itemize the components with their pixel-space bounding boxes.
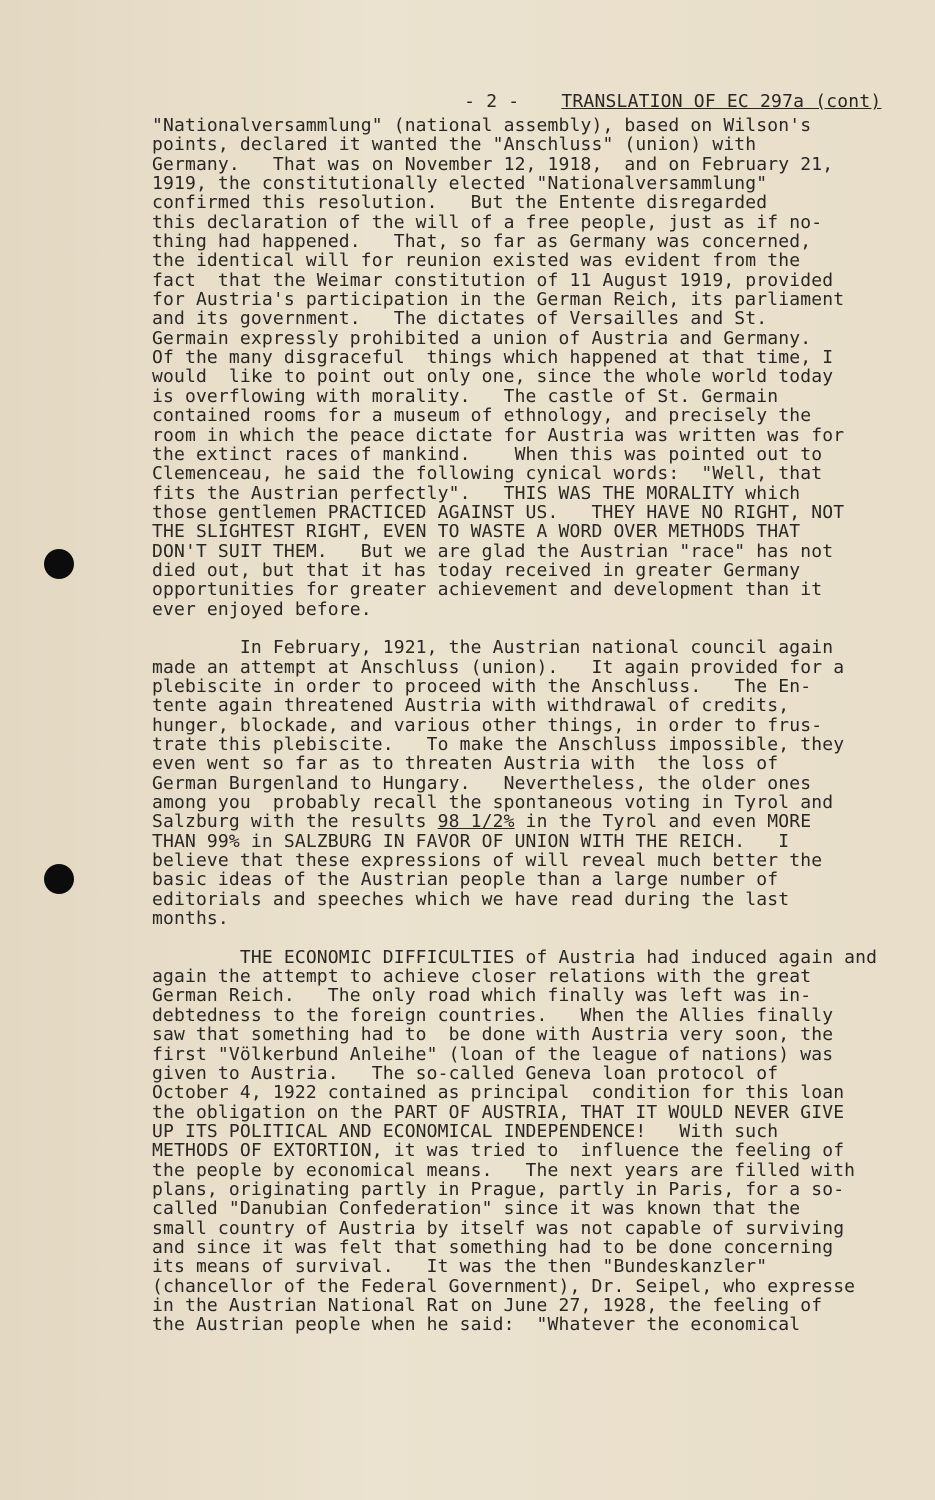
text-line: fits the Austrian perfectly". THIS WAS THE MORALITY which	[152, 482, 801, 504]
text-line: THE SLIGHTEST RIGHT, EVEN TO WASTE A WORD OVER METHODS THAT	[152, 521, 801, 543]
text-line: among you probably recall the spontaneous voting in Tyrol and	[152, 792, 834, 814]
punch-hole	[44, 549, 74, 579]
text-line: Salzburg with the results 98 1/2% in the Tyrol and even MORE	[152, 811, 812, 833]
text-line: DON'T SUIT THEM. But we are glad the Austrian "race" has not	[152, 540, 834, 562]
text-line: the extinct races of mankind. When this was pointed out to	[152, 443, 823, 465]
text-line: thing had happened. That, so far as Germany was concerned,	[152, 231, 812, 253]
text-line: German Reich. The only road which finally was left was in-	[152, 985, 812, 1007]
punch-hole	[44, 864, 74, 894]
text-line: basic ideas of the Austrian people than a large number of	[152, 869, 779, 891]
text-line: died out, but that it has today received in greater Germany	[152, 559, 801, 581]
text-line: contained rooms for a museum of ethnology, and precisely the	[152, 405, 812, 427]
text-line: its means of survival. It was the then "Bundeskanzler"	[152, 1256, 768, 1278]
text-line: the Austrian people when he said: "Whatever the economical	[152, 1314, 801, 1336]
text-line: tente again threatened Austria with withdrawal of credits,	[152, 695, 790, 717]
text-line: Germain expressly prohibited a union of Austria and Germany.	[152, 327, 812, 349]
text-line: and since it was felt that something had to be done concerning	[152, 1236, 834, 1258]
text-line: small country of Austria by itself was not capable of surviving	[152, 1217, 845, 1239]
text-line: editorials and speeches which we have read during the last	[152, 888, 790, 910]
text-line: debtedness to the foreign countries. When the Allies finally	[152, 1004, 834, 1026]
text-line: plans, originating partly in Prague, partly in Paris, for a so-	[152, 1178, 845, 1200]
text-line: room in which the peace dictate for Austria was written was for	[152, 424, 845, 446]
text-line: In February, 1921, the Austrian national council again	[152, 637, 834, 659]
text-line: and its government. The dictates of Versailles and St.	[152, 308, 768, 330]
text-line: Of the many disgraceful things which happened at that time, I	[152, 347, 834, 369]
text-line: "Nationalversammlung" (national assembly), based on Wilson's	[152, 115, 812, 136]
text-line: points, declared it wanted the "Anschluss" (union) with	[152, 134, 757, 156]
paragraph	[152, 948, 892, 1335]
text-line: for Austria's participation in the German Reich, its parliament	[152, 289, 845, 311]
text-line: trate this plebiscite. To make the Anschluss impossible, they	[152, 734, 845, 755]
text-line: plebiscite in order to proceed with the Anschluss. The En-	[152, 675, 812, 697]
text-line: the people by economical means. The next years are filled with	[152, 1159, 856, 1181]
text-line: confirmed this resolution. But the Entente disregarded	[152, 192, 768, 214]
text-line: months.	[152, 908, 229, 930]
text-line: THAN 99% in SALZBURG IN FAVOR OF UNION WITH THE REICH. I	[152, 830, 790, 852]
text-line: saw that something had to be done with Austria very soon, the	[152, 1024, 834, 1046]
text-line: made an attempt at Anschluss (union). It again provided for a	[152, 656, 845, 678]
text-line: the identical will for reunion existed was evident from the	[152, 250, 801, 272]
body-text	[152, 116, 892, 1335]
paragraph	[152, 638, 892, 928]
text-line: believe that these expressions of will reveal much better the	[152, 850, 823, 872]
text-line: UP ITS POLITICAL AND ECONOMICAL INDEPENDENCE! With such	[152, 1120, 779, 1142]
text-line: would like to point out only one, since the whole world today	[152, 366, 834, 388]
text-line: even went so far as to threaten Austria with the loss of	[152, 753, 779, 775]
text-line: this declaration of the will of a free people, just as if no-	[152, 211, 823, 233]
text-line: (chancellor of the Federal Government), Dr. Seipel, who expresse	[152, 1275, 856, 1297]
text-line: 1919, the constitutionally elected "Nationalversammlung"	[152, 173, 768, 195]
text-line: those gentlemen PRACTICED AGAINST US. THEY HAVE NO RIGHT, NOT	[152, 501, 845, 523]
text-line: opportunities for greater achievement and development than it	[152, 579, 823, 601]
text-line: Germany. That was on November 12, 1918, and on February 21,	[152, 153, 834, 175]
text-line: German Burgenland to Hungary. Nevertheless, the older ones	[152, 772, 812, 794]
text-line: the obligation on the PART OF AUSTRIA, THAT IT WOULD NEVER GIVE	[152, 1101, 845, 1123]
text-line: again the attempt to achieve closer relations with the great	[152, 966, 812, 988]
text-line: fact that the Weimar constitution of 11 August 1919, provided	[152, 269, 834, 291]
text-line: is overflowing with morality. The castle of St. Germain	[152, 385, 779, 407]
text-line: first "Völkerbund Anleihe" (loan of the league of nations) was	[152, 1043, 834, 1065]
text-line: THE ECONOMIC DIFFICULTIES of Austria had induced again and	[152, 946, 878, 968]
text-line: ever enjoyed before.	[152, 598, 372, 620]
document-title: TRANSLATION OF EC 297a (cont)	[561, 91, 882, 112]
text-line: called "Danubian Confederation" since it was known that the	[152, 1198, 801, 1220]
text-line: hunger, blockade, and various other things, in order to frus-	[152, 714, 823, 736]
text-line: given to Austria. The so-called Geneva loan protocol of	[152, 1062, 779, 1084]
text-line: October 4, 1922 contained as principal condition for this loan	[152, 1082, 845, 1104]
paragraph	[152, 116, 892, 619]
page-number: - 2 -	[464, 91, 520, 112]
text-line: METHODS OF EXTORTION, it was tried to influence the feeling of	[152, 1140, 845, 1162]
text-line: Clemenceau, he said the following cynical words: "Well, that	[152, 463, 823, 485]
text-line: in the Austrian National Rat on June 27, 1928, the feeling of	[152, 1294, 823, 1316]
